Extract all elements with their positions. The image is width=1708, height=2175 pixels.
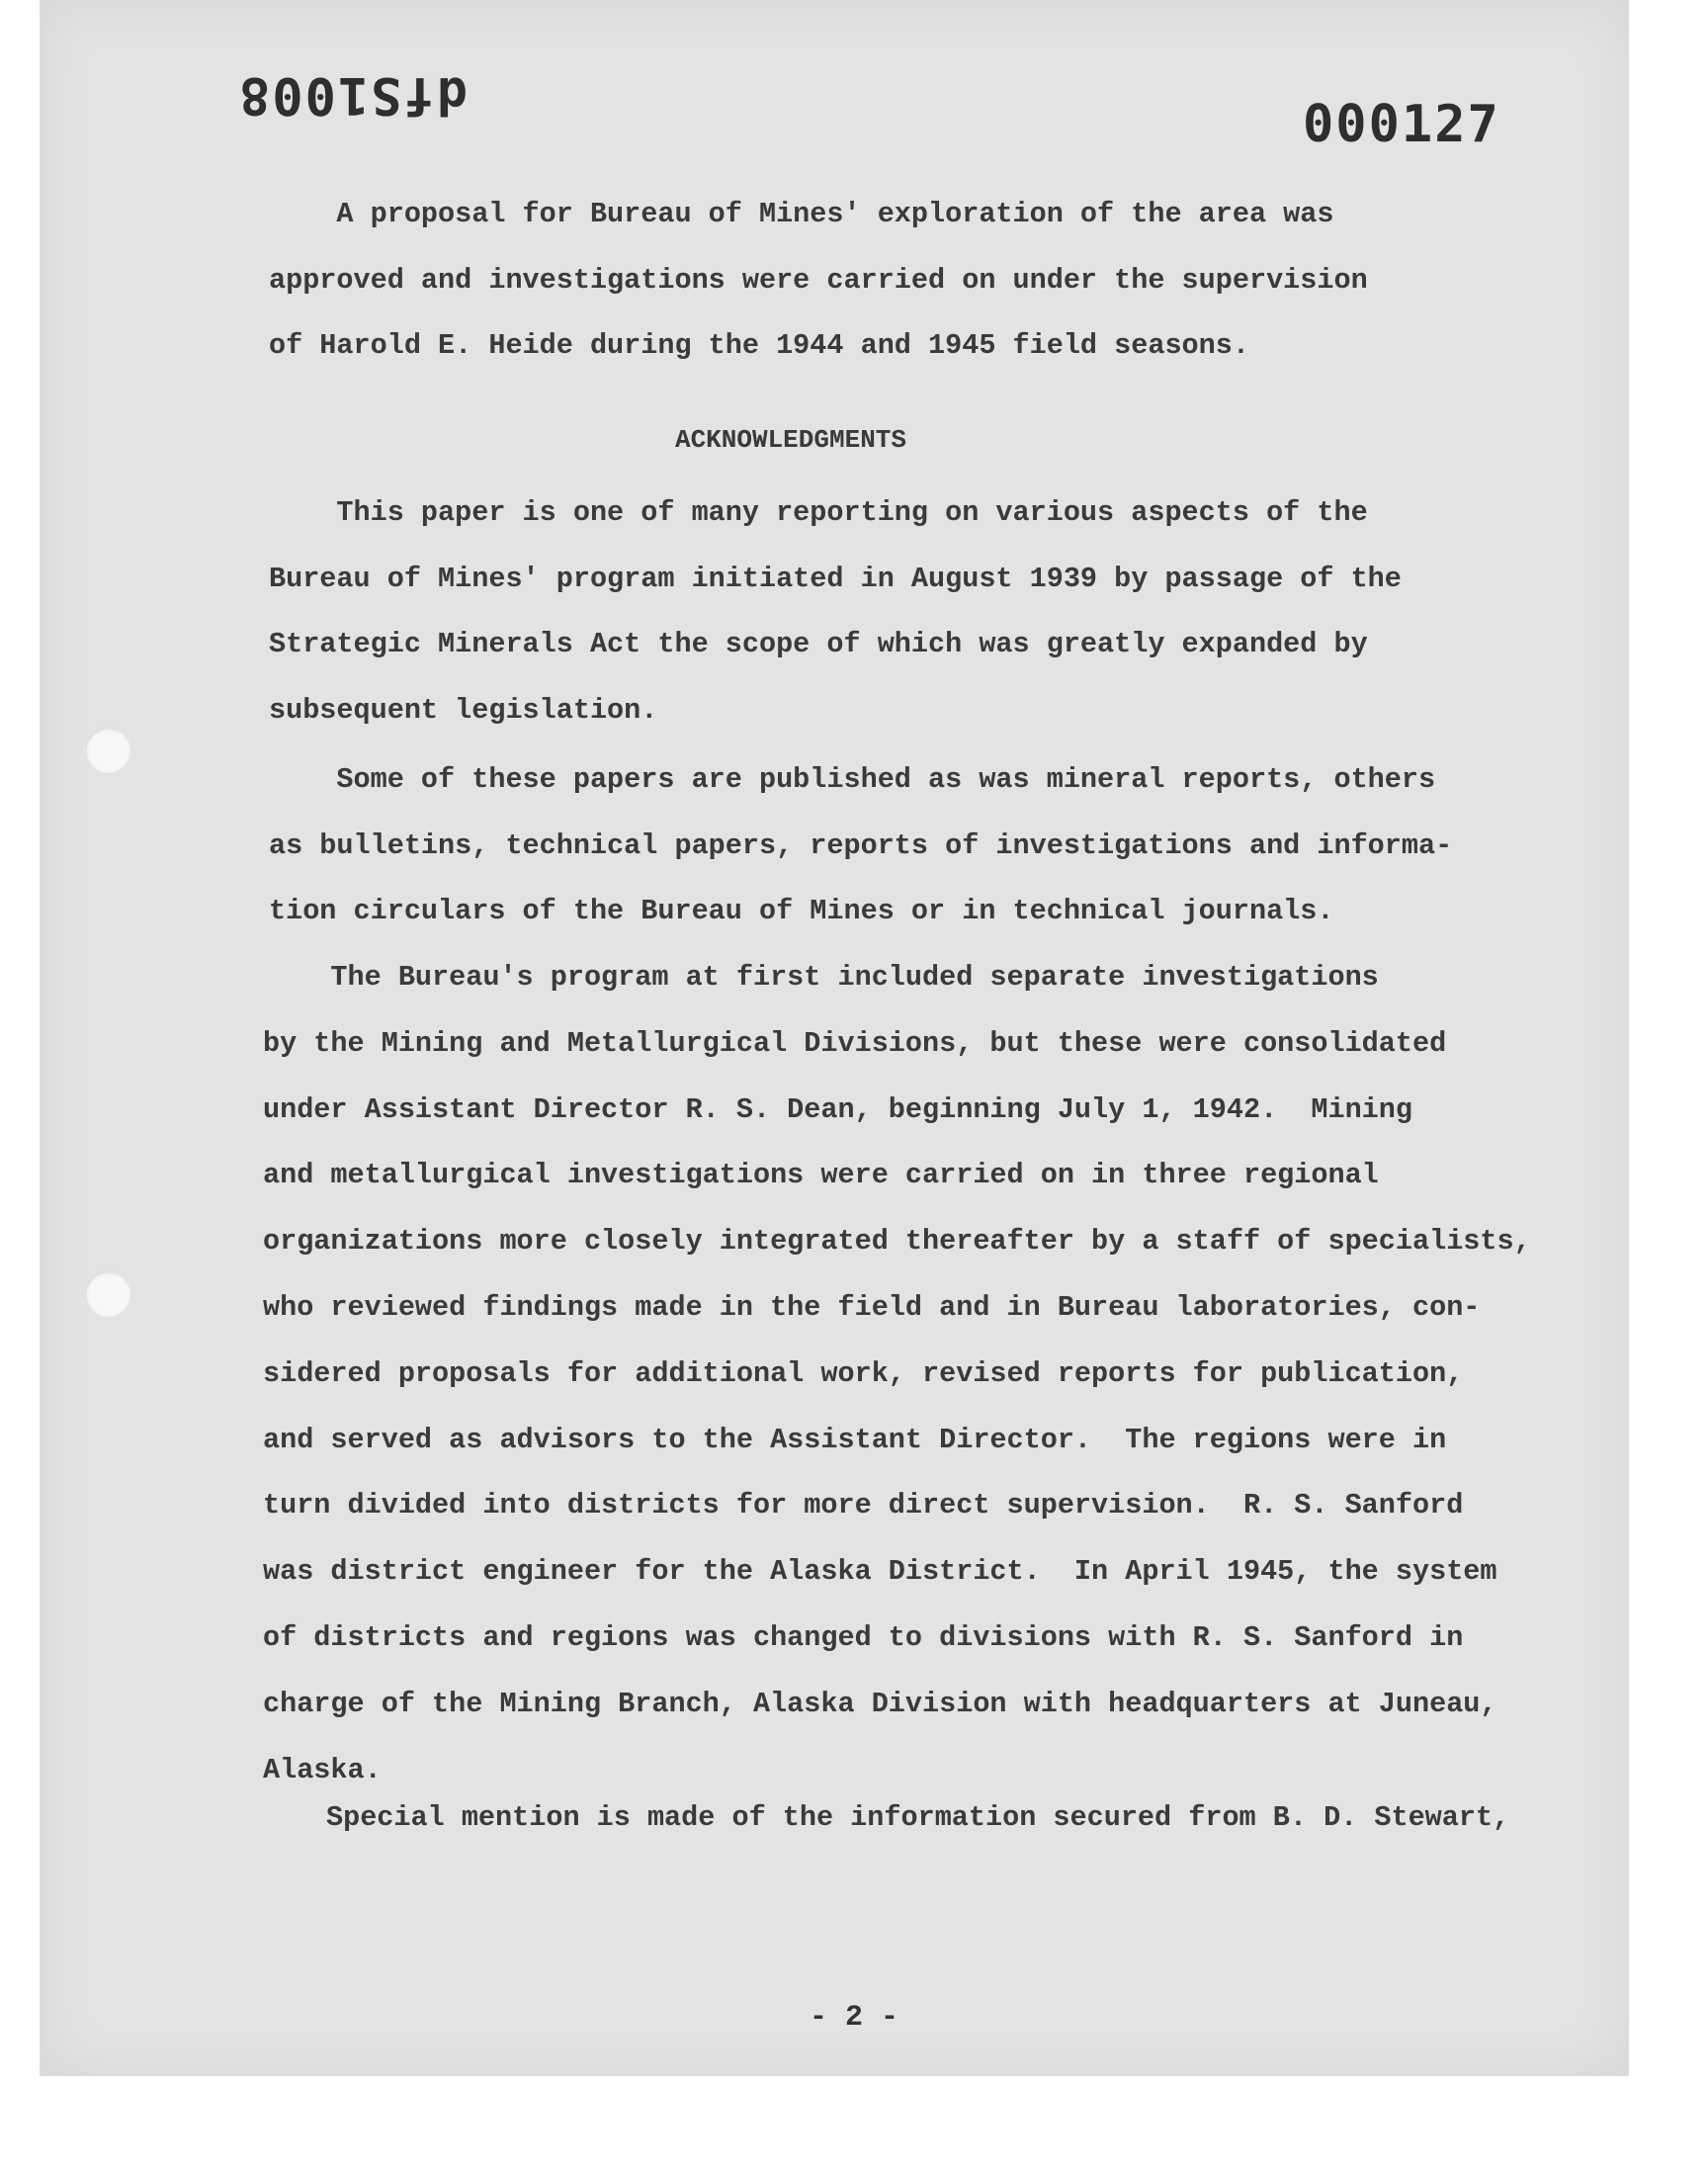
punch-hole bbox=[85, 728, 130, 773]
paragraph-organization: The Bureau's program at first included separate investigations by the Mining and Metallurgical Divisions, but these were consolidated under Assistant Director R. S. Dean, beginning July 1, 1942. Mining and metallurgical investigations were carried on in three regional organizations more closely integrated thereafter by a staff of specialists, who reviewed findings made in the field and in Bureau laboratories, con- sidered proposals for additional work, revised reports for publication, and served as advisors to the Assistant Director. The regions were in turn divided into districts for more direct supervision. R. S. Sanford was district engineer for the Alaska District. In April 1945, the system of districts and regions was changed to divisions with R. S. Sanford in charge of the Mining Branch, Alaska Division with headquarters at Juneau, Alaska. bbox=[263, 961, 1531, 1786]
document-stamp-right: 000127 bbox=[1303, 95, 1500, 154]
paragraph-special-mention: Special mention is made of the information secured from B. D. Stewart, bbox=[326, 1801, 1510, 1834]
paragraph-publications: Some of these papers are published as was mineral reports, others as bulletins, technical papers, reports of investigations and informa- tion circulars of the Bureau of Mines or in technical journals. bbox=[269, 763, 1453, 927]
paragraph-intro: A proposal for Bureau of Mines' exploration of the area was approved and investigations were carried on under the supervision of Harold E. Heide during the 1944 and 1945 field seasons. bbox=[269, 198, 1368, 362]
page-number: - 2 - bbox=[809, 2001, 898, 2035]
section-heading: ACKNOWLEDGMENTS bbox=[674, 425, 907, 455]
paragraph-program: This paper is one of many reporting on various aspects of the Bureau of Mines' program initiated in August 1939 by passage of the Strategic Minerals Act the scope of which was greatly expanded by subsequent legislation. bbox=[269, 496, 1402, 727]
punch-hole bbox=[85, 1271, 130, 1317]
document-stamp-left: dfS1008 bbox=[237, 65, 469, 125]
